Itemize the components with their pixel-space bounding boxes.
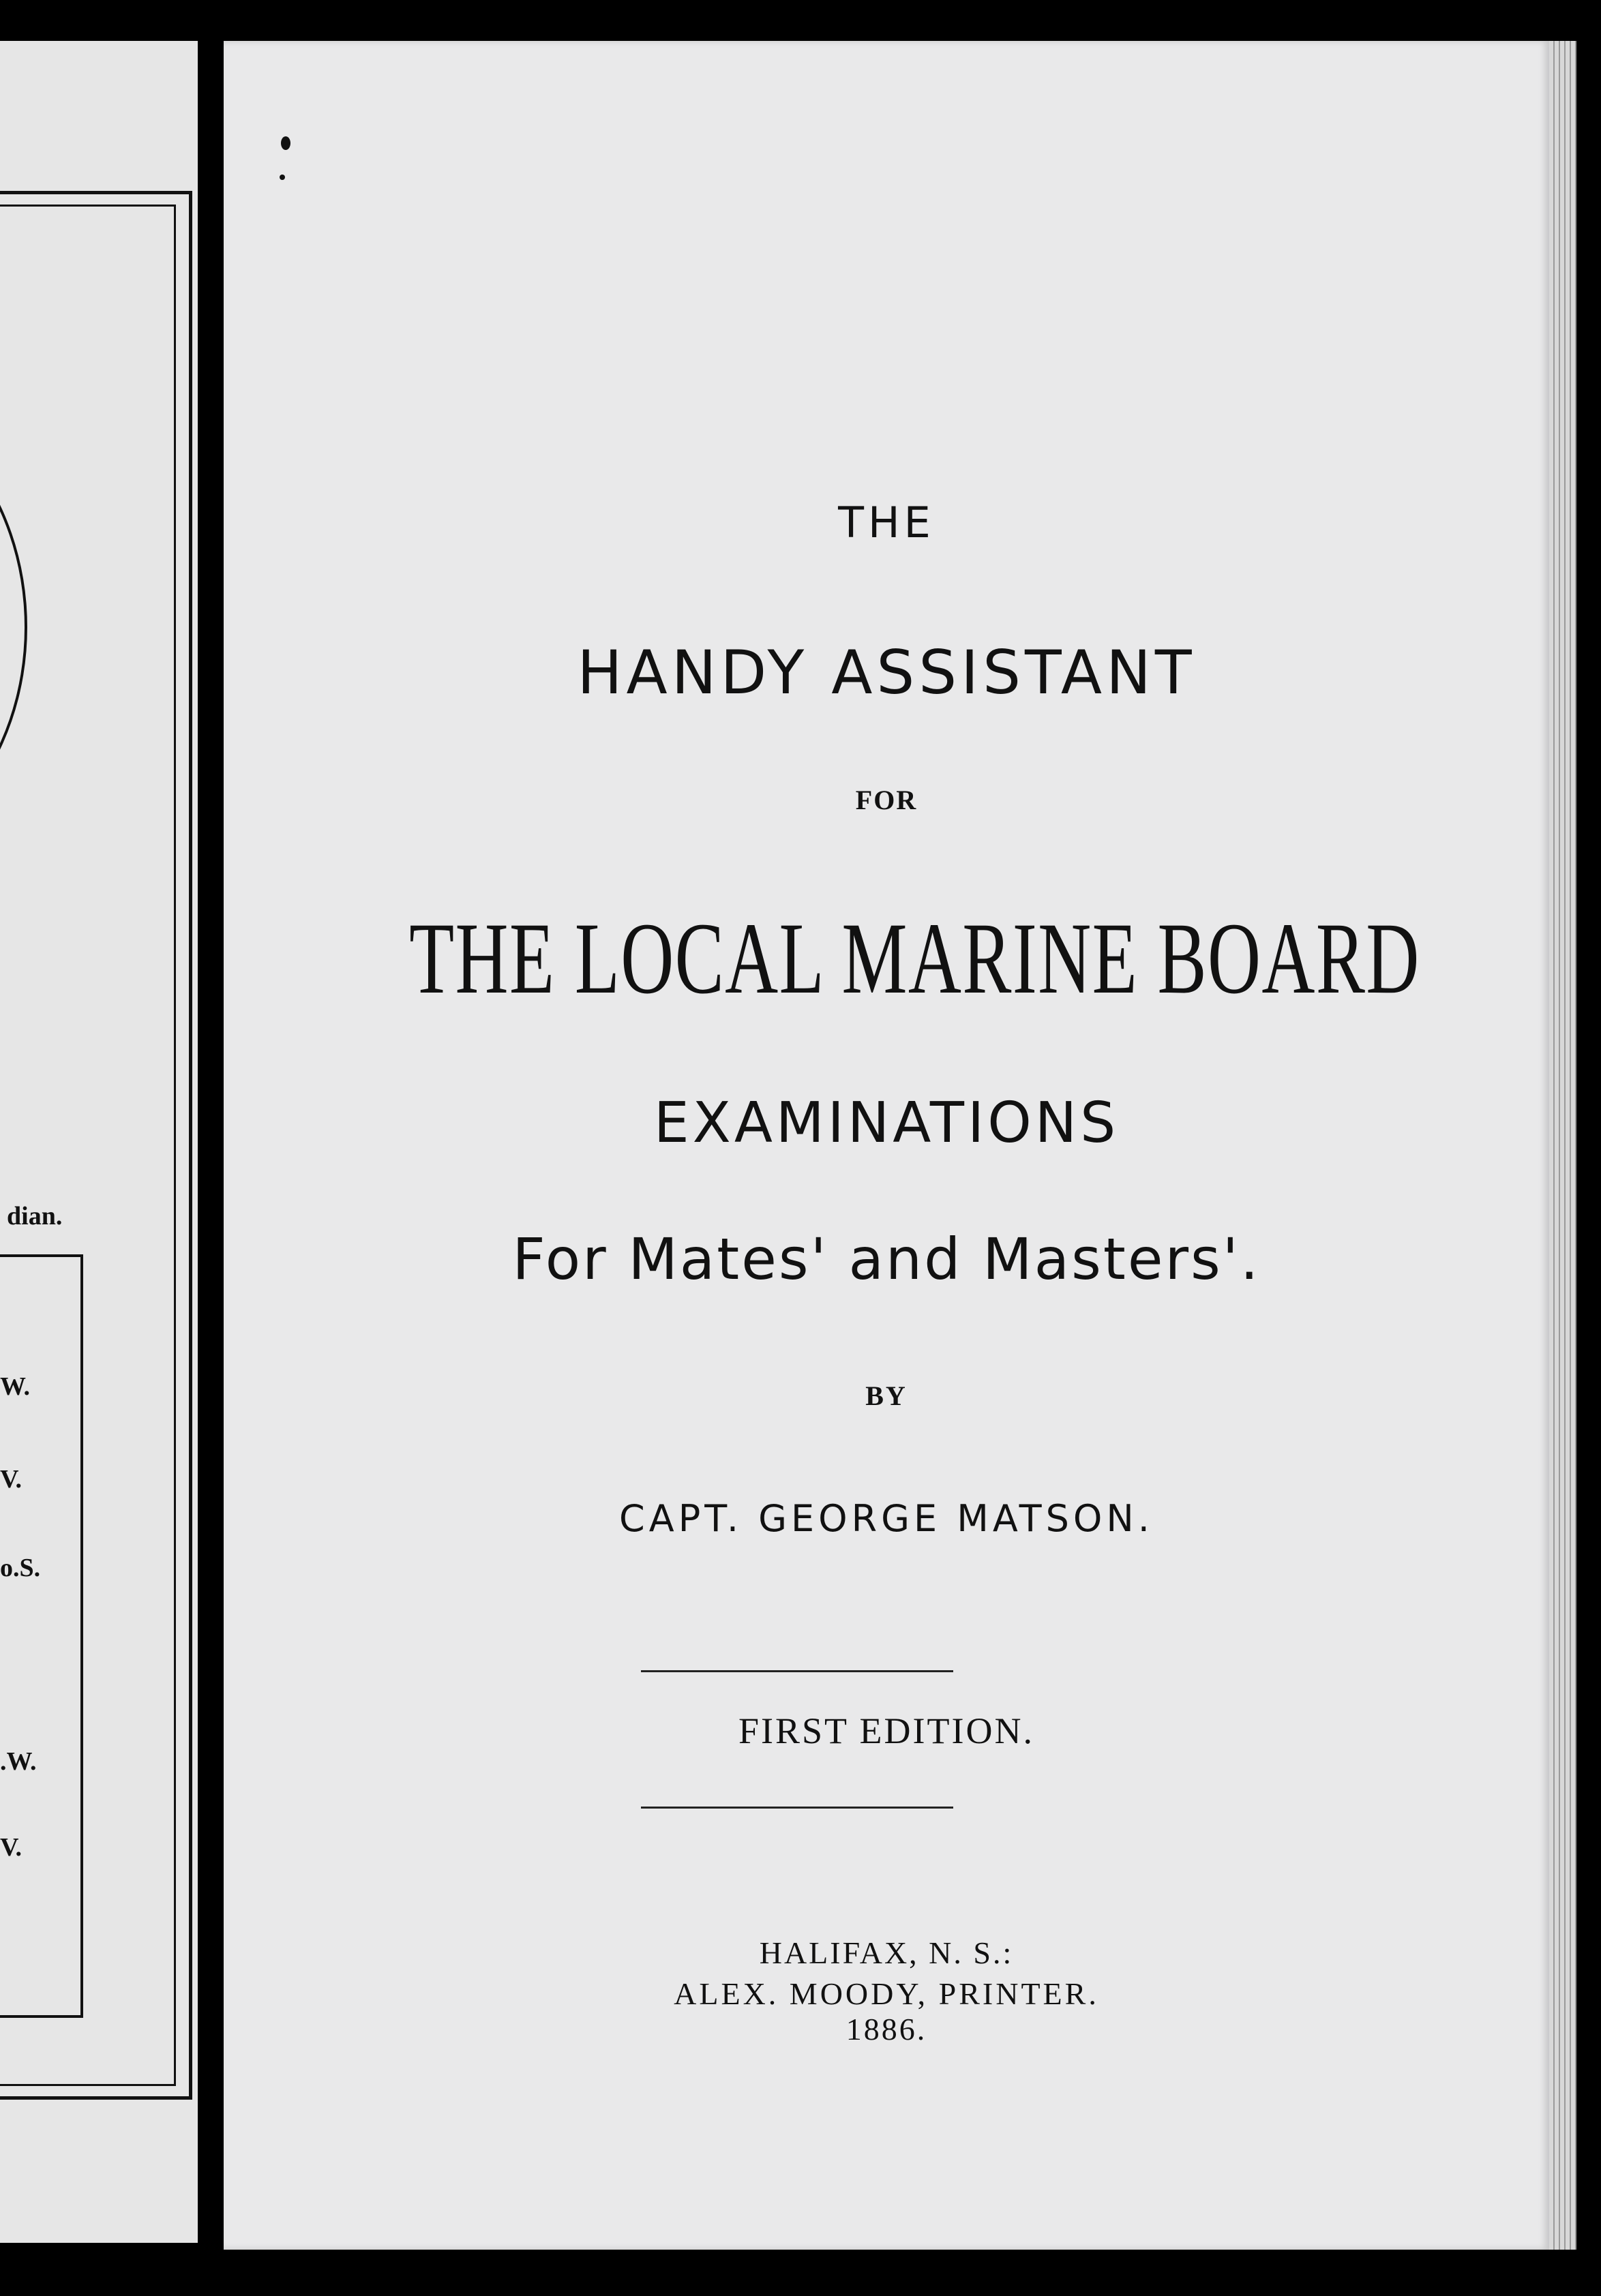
edition-label: FIRST EDITION. xyxy=(738,1710,1034,1751)
imprint-city: HALIFAX, N. S.: xyxy=(759,1935,1014,1970)
left-fragment-text: V. xyxy=(0,1465,23,1494)
left-fragment-text: o.S. xyxy=(0,1554,41,1582)
title-local-marine-board: THE LOCAL MARINE BOARD xyxy=(409,902,1420,1015)
title-the: THE xyxy=(838,498,935,547)
ink-spot xyxy=(281,136,290,150)
byline-by: BY xyxy=(865,1380,908,1411)
imprint-printer: ALEX. MOODY, PRINTER. xyxy=(674,1976,1099,2011)
left-fragment-text: .W. xyxy=(0,1747,37,1776)
author-name: CAPT. GEORGE MATSON. xyxy=(619,1497,1154,1540)
divider-rule xyxy=(641,1670,953,1672)
left-fragment-text: V. xyxy=(0,1833,23,1862)
left-fragment-text: W. xyxy=(0,1372,31,1401)
title-examinations: EXAMINATIONS xyxy=(653,1091,1120,1155)
title-handy-assistant: HANDY ASSISTANT xyxy=(577,637,1196,708)
left-fragment-text: dian. xyxy=(7,1202,63,1230)
imprint-year: 1886. xyxy=(846,2012,927,2046)
ink-spot xyxy=(280,175,285,180)
title-for: FOR xyxy=(855,785,918,815)
divider-rule xyxy=(641,1807,953,1809)
left-page-table-box xyxy=(0,1254,83,2018)
subtitle-mates-masters: For Mates' and Masters'. xyxy=(512,1226,1261,1293)
page-stack-edge xyxy=(1549,41,1576,2250)
book-gutter xyxy=(198,0,224,2296)
